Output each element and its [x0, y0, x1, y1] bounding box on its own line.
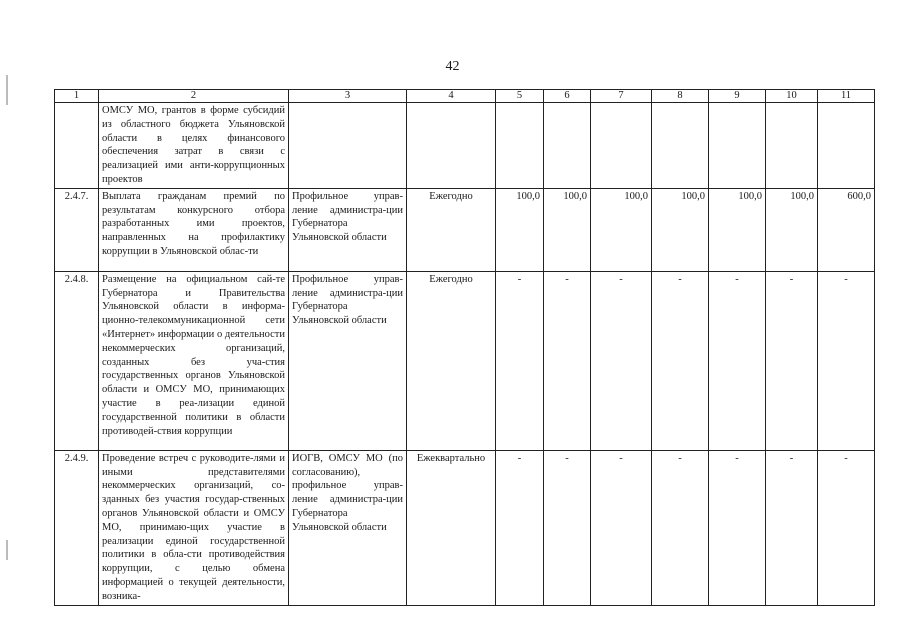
row-value — [591, 103, 652, 189]
row-period: Ежегодно — [407, 271, 496, 450]
row-value — [709, 103, 766, 189]
column-header: 3 — [289, 90, 407, 103]
row-value: 600,0 — [818, 188, 875, 271]
row-value — [544, 103, 591, 189]
row-value: - — [652, 450, 709, 605]
row-number: 2.4.7. — [55, 188, 99, 271]
table-row — [55, 103, 875, 189]
column-header: 9 — [709, 90, 766, 103]
row-measure-text: Проведение встреч с руководите-лями и иными представителями некоммерческих организаций, со-зданных без участия государ-ственных органов Ульяновской области и ОМСУ МО, принимаю-щих участие в реализации единой государственной политики в обла-сти противодействия коррупции, с целью обмена информацией о текущей деятельности, возника- — [99, 450, 289, 605]
row-value: - — [652, 271, 709, 450]
page-number: 42 — [445, 59, 460, 74]
column-header: 5 — [496, 90, 544, 103]
column-header: 1 — [55, 90, 99, 103]
row-value: - — [766, 271, 818, 450]
column-header: 10 — [766, 90, 818, 103]
row-value: - — [496, 271, 544, 450]
row-executor: Профильное управ-ление администра-ции Губернатора Ульяновской области — [289, 271, 407, 450]
column-header: 6 — [544, 90, 591, 103]
row-value — [766, 103, 818, 189]
row-number: 2.4.8. — [55, 271, 99, 450]
row-number: 2.4.9. — [55, 450, 99, 605]
row-value: - — [818, 271, 875, 450]
row-period — [407, 103, 496, 189]
row-value — [496, 103, 544, 189]
row-period: Ежегодно — [407, 188, 496, 271]
row-executor: ИОГВ, ОМСУ МО (по согласованию), профильное управ-ление администра-ции Губернатора Ульяновской области — [289, 450, 407, 605]
row-value: - — [544, 450, 591, 605]
row-value — [652, 103, 709, 189]
row-measure-text: Размещение на официальном сай-те Губернатора и Правительства Ульяновской области в информа-ционно-телекоммуникационной сети «Интернет» информации о деятельности некоммерческих организаций, созданных без уча-стия государственных органов Ульяновской области и ОМСУ МО, принимающих участие в реа-лизации единой государственной политики в области противодей-ствия коррупции — [99, 271, 289, 450]
table-row — [55, 271, 875, 450]
column-header: 7 — [591, 90, 652, 103]
table-header-row — [55, 90, 875, 103]
column-header: 8 — [652, 90, 709, 103]
row-value: - — [591, 450, 652, 605]
row-value: - — [591, 271, 652, 450]
measures-table — [54, 89, 875, 606]
row-value: 100,0 — [652, 188, 709, 271]
row-measure-text: ОМСУ МО, грантов в форме субсидий из областного бюджета Ульяновской области в целях финансового обеспечения затрат в связи с реализацией ими анти-коррупционных проектов — [99, 103, 289, 189]
scan-mark — [6, 75, 8, 105]
table-row — [55, 450, 875, 605]
row-value: - — [709, 271, 766, 450]
row-executor: Профильное управ-ление администра-ции Губернатора Ульяновской области — [289, 188, 407, 271]
row-executor — [289, 103, 407, 189]
row-value: - — [766, 450, 818, 605]
row-value: - — [709, 450, 766, 605]
row-measure-text: Выплата гражданам премий по результатам конкурсного отбора разработанных ими проектов, направленных на профилактику коррупции в Ульяновской облас-ти — [99, 188, 289, 271]
column-header: 11 — [818, 90, 875, 103]
row-value: - — [496, 450, 544, 605]
row-value: 100,0 — [709, 188, 766, 271]
column-header: 2 — [99, 90, 289, 103]
row-value: - — [818, 450, 875, 605]
row-value: - — [544, 271, 591, 450]
row-value: 100,0 — [544, 188, 591, 271]
column-header: 4 — [407, 90, 496, 103]
row-value — [818, 103, 875, 189]
row-value: 100,0 — [496, 188, 544, 271]
row-period: Ежеквартально — [407, 450, 496, 605]
row-value: 100,0 — [766, 188, 818, 271]
scan-mark — [6, 540, 8, 560]
row-number — [55, 103, 99, 189]
table-row — [55, 188, 875, 271]
row-value: 100,0 — [591, 188, 652, 271]
